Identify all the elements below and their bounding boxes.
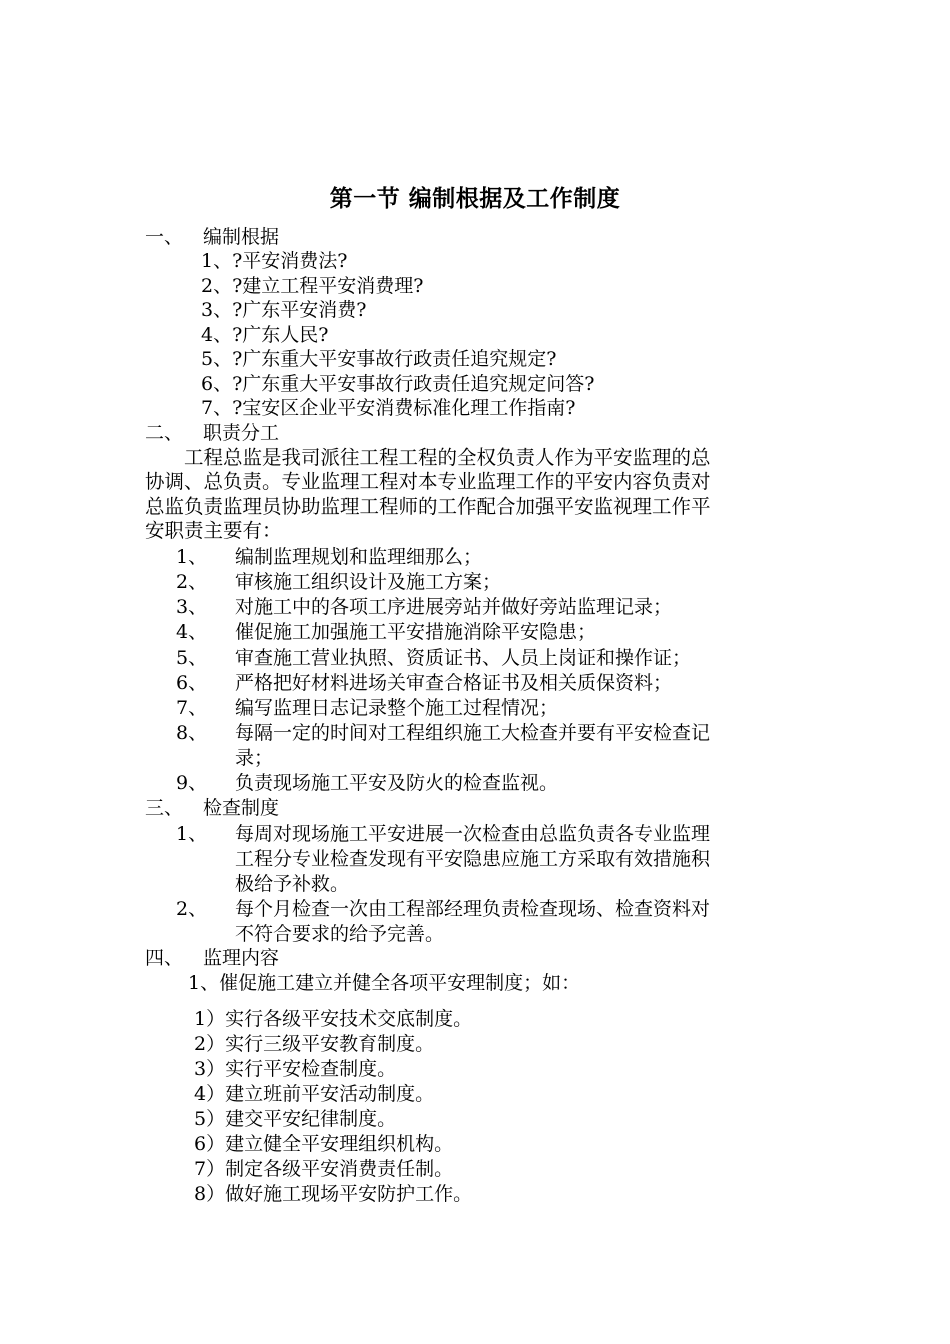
content-item: 8）做好施工现场平安防护工作。 — [194, 1183, 473, 1205]
duty-item — [176, 646, 691, 670]
duty-item — [176, 570, 501, 594]
section-heading-1 — [145, 225, 279, 249]
inspection-number: 2、 — [176, 898, 208, 920]
duty-text: 编制监理规划和监理细那么； — [235, 546, 483, 568]
duty-number: 1、 — [176, 546, 208, 568]
duty-text: 对施工中的各项工序进展旁站并做好旁站监理记录； — [235, 596, 673, 618]
duty-text: 每隔一定的时间对工程组织施工大检查并要有平安检查记 — [235, 722, 711, 744]
content-item: 1）实行各级平安技术交底制度。 — [194, 1008, 473, 1030]
section-number: 一、 — [145, 226, 184, 248]
duty-text: 严格把好材料进场关审查合格证书及相关质保资料； — [235, 672, 673, 694]
paragraph-line: 总监负责监理员协助监理工程师的工作配合加强平安监视理工作平 — [145, 494, 711, 518]
duty-text: 审查施工营业执照、资质证书、人员上岗证和操作证； — [235, 647, 692, 669]
duty-text: 审核施工组织设计及施工方案； — [235, 571, 502, 593]
content-item: 7）制定各级平安消费责任制。 — [194, 1158, 454, 1180]
inspection-text-continued: 极给予补救。 — [235, 873, 350, 895]
section-number: 二、 — [145, 422, 184, 444]
content-intro: 1、催促施工建立并健全各项平安理制度；如： — [188, 972, 581, 994]
section-number: 四、 — [145, 947, 184, 969]
basis-item: 1、?平安消费法? — [201, 250, 348, 272]
content-item: 6）建立健全平安理组织机构。 — [194, 1133, 454, 1155]
duty-number: 3、 — [176, 596, 208, 618]
content-item: 4）建立班前平安活动制度。 — [194, 1083, 435, 1105]
duty-item — [176, 620, 596, 644]
basis-item: 7、?宝安区企业平安消费标准化理工作指南? — [201, 397, 576, 419]
section-heading-4 — [145, 946, 279, 970]
inspection-item — [176, 822, 710, 846]
section-heading-2 — [145, 421, 279, 445]
duty-number: 5、 — [176, 647, 208, 669]
section-label: 检查制度 — [203, 797, 280, 819]
duty-text: 负责现场施工平安及防火的检查监视。 — [235, 772, 559, 794]
duty-text: 编写监理日志记录整个施工过程情况； — [235, 697, 559, 719]
paragraph-line: 安职责主要有： — [145, 519, 282, 543]
section-label: 监理内容 — [203, 947, 280, 969]
section-number: 三、 — [145, 797, 184, 819]
basis-item: 2、?建立工程平安消费理? — [201, 275, 424, 297]
basis-item: 5、?广东重大平安事故行政责任追究规定? — [201, 348, 557, 370]
duty-text-continued: 录； — [235, 747, 274, 769]
duty-number: 4、 — [176, 621, 208, 643]
duty-item — [176, 771, 558, 795]
paragraph-line: 协调、总负责。专业监理工程对本专业监理工作的平安内容负责对 — [145, 470, 711, 494]
duty-paragraph — [145, 446, 807, 544]
duty-item — [176, 696, 558, 720]
basis-item: 3、?广东平安消费? — [201, 299, 367, 321]
paragraph-line: 工程总监是我司派往工程工程的全权负责人作为平安监理的总 — [145, 446, 711, 469]
content-item: 2）实行三级平安教育制度。 — [194, 1033, 435, 1055]
duty-item — [176, 595, 672, 619]
duty-number: 2、 — [176, 571, 208, 593]
duty-item — [176, 671, 672, 695]
inspection-text: 每周对现场施工平安进展一次检查由总监负责各专业监理 — [235, 823, 711, 845]
duty-number: 6、 — [176, 672, 208, 694]
duty-item — [176, 721, 710, 745]
duty-number: 7、 — [176, 697, 208, 719]
section-heading-3 — [145, 796, 279, 820]
section-label: 职责分工 — [203, 422, 280, 444]
section-label: 编制根据 — [203, 226, 280, 248]
content-item: 5）建交平安纪律制度。 — [194, 1108, 397, 1130]
duty-number: 8、 — [176, 722, 208, 744]
duty-text: 催促施工加强施工平安措施消除平安隐患； — [235, 621, 597, 643]
inspection-number: 1、 — [176, 823, 208, 845]
page-title: 第一节 编制根据及工作制度 — [329, 185, 621, 212]
inspection-text-continued: 工程分专业检查发现有平安隐患应施工方采取有效措施积 — [235, 848, 711, 870]
inspection-text: 每个月检查一次由工程部经理负责检查现场、检查资料对 — [235, 898, 711, 920]
duty-number: 9、 — [176, 772, 208, 794]
inspection-item — [176, 897, 710, 921]
inspection-text-continued: 不符合要求的给予完善。 — [235, 923, 445, 945]
content-item: 3）实行平安检查制度。 — [194, 1058, 397, 1080]
basis-item: 4、?广东人民? — [201, 324, 329, 346]
duty-item — [176, 545, 482, 569]
basis-item: 6、?广东重大平安事故行政责任追究规定问答? — [201, 373, 595, 395]
